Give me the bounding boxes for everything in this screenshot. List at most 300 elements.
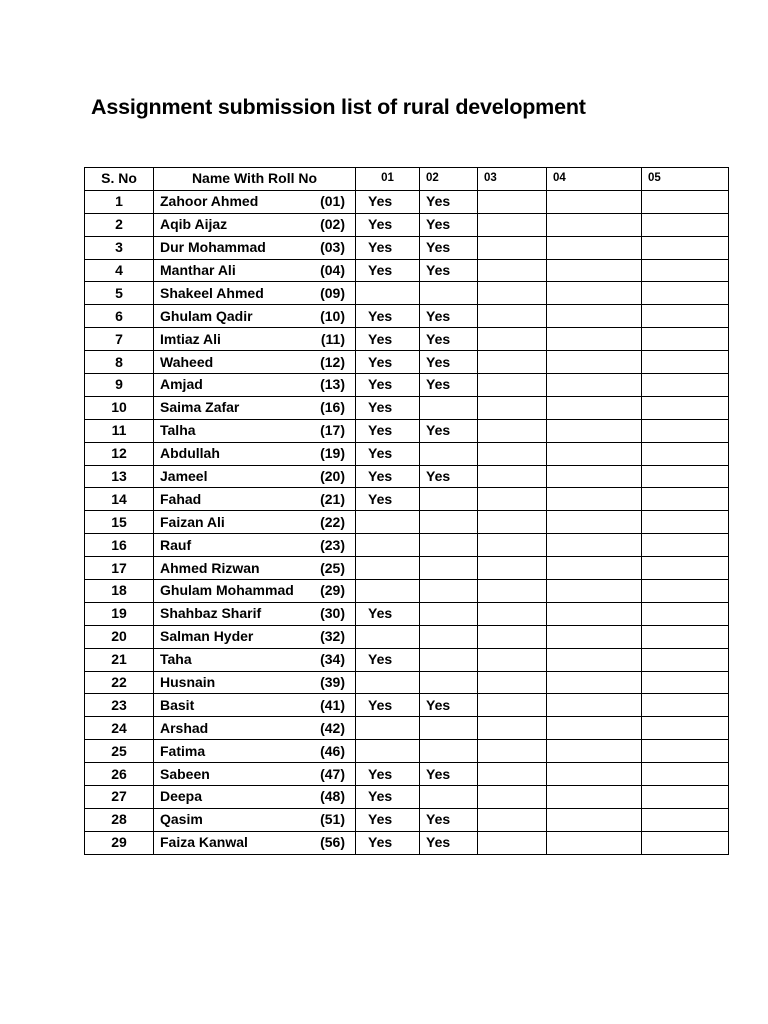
assignment-04-cell (547, 786, 642, 809)
assignment-02-cell: Yes (420, 190, 478, 213)
row-name-cell (154, 305, 356, 328)
assignment-03-cell (478, 831, 547, 854)
assignment-02-cell (420, 442, 478, 465)
assignment-01-cell: Yes (356, 808, 420, 831)
assignment-05-cell (642, 740, 729, 763)
table-row (85, 282, 729, 305)
student-name: Ghulam Mohammad (160, 582, 294, 599)
assignment-03-cell (478, 580, 547, 603)
roll-number: (12) (320, 353, 345, 370)
assignment-05-cell (642, 717, 729, 740)
student-name: Taha (160, 651, 192, 668)
row-sno: 25 (85, 740, 154, 763)
row-name-cell (154, 717, 356, 740)
assignment-02-cell (420, 740, 478, 763)
roll-number: (16) (320, 399, 345, 416)
roll-number: (10) (320, 307, 345, 324)
assignment-02-cell (420, 396, 478, 419)
row-name-cell (154, 442, 356, 465)
table-row (85, 625, 729, 648)
roll-number: (32) (320, 628, 345, 645)
row-name-cell (154, 374, 356, 397)
header-04: 04 (547, 168, 642, 191)
assignment-04-cell (547, 465, 642, 488)
assignment-05-cell (642, 351, 729, 374)
row-sno: 2 (85, 213, 154, 236)
assignment-03-cell (478, 442, 547, 465)
student-name: Imtiaz Ali (160, 330, 221, 347)
row-sno: 27 (85, 786, 154, 809)
student-name: Talha (160, 422, 196, 439)
roll-number: (11) (320, 330, 345, 347)
assignment-01-cell: Yes (356, 442, 420, 465)
assignment-05-cell (642, 808, 729, 831)
assignment-03-cell (478, 488, 547, 511)
assignment-03-cell (478, 465, 547, 488)
row-sno: 20 (85, 625, 154, 648)
row-sno: 29 (85, 831, 154, 854)
student-name: Dur Mohammad (160, 239, 266, 256)
assignment-05-cell (642, 442, 729, 465)
assignment-05-cell (642, 786, 729, 809)
row-sno: 28 (85, 808, 154, 831)
assignment-05-cell (642, 465, 729, 488)
assignment-05-cell (642, 511, 729, 534)
assignment-04-cell (547, 671, 642, 694)
table-row (85, 328, 729, 351)
roll-number: (09) (320, 284, 345, 301)
row-sno: 6 (85, 305, 154, 328)
assignment-04-cell (547, 580, 642, 603)
row-sno: 12 (85, 442, 154, 465)
student-name: Ghulam Qadir (160, 307, 253, 324)
student-name: Rauf (160, 536, 192, 553)
assignment-04-cell (547, 511, 642, 534)
table-row (85, 786, 729, 809)
roll-number: (01) (320, 193, 345, 210)
assignment-04-cell (547, 396, 642, 419)
assignment-05-cell (642, 282, 729, 305)
row-name-cell (154, 282, 356, 305)
row-name-cell (154, 625, 356, 648)
assignment-03-cell (478, 786, 547, 809)
assignment-01-cell: Yes (356, 465, 420, 488)
row-sno: 5 (85, 282, 154, 305)
assignment-04-cell (547, 602, 642, 625)
page-title: Assignment submission list of rural development (91, 95, 586, 119)
assignment-03-cell (478, 374, 547, 397)
assignment-05-cell (642, 763, 729, 786)
table-row (85, 557, 729, 580)
assignment-03-cell (478, 419, 547, 442)
assignment-03-cell (478, 671, 547, 694)
row-name-cell (154, 488, 356, 511)
table-row (85, 694, 729, 717)
assignment-04-cell (547, 717, 642, 740)
assignment-02-cell (420, 282, 478, 305)
assignment-04-cell (547, 259, 642, 282)
table-row (85, 396, 729, 419)
student-name: Deepa (160, 788, 203, 805)
roll-number: (22) (320, 513, 345, 530)
assignment-03-cell (478, 602, 547, 625)
assignment-04-cell (547, 831, 642, 854)
row-sno: 8 (85, 351, 154, 374)
assignment-04-cell (547, 351, 642, 374)
row-sno: 18 (85, 580, 154, 603)
student-name: Qasim (160, 811, 203, 828)
assignment-03-cell (478, 763, 547, 786)
row-name-cell (154, 328, 356, 351)
roll-number: (25) (320, 559, 345, 576)
assignment-01-cell (356, 671, 420, 694)
roll-number: (48) (320, 788, 345, 805)
table-row (85, 259, 729, 282)
row-name-cell (154, 511, 356, 534)
row-name-cell (154, 557, 356, 580)
row-sno: 21 (85, 648, 154, 671)
assignment-05-cell (642, 580, 729, 603)
row-name-cell (154, 580, 356, 603)
assignment-02-cell: Yes (420, 763, 478, 786)
assignment-02-cell: Yes (420, 305, 478, 328)
assignment-03-cell (478, 648, 547, 671)
table-row (85, 213, 729, 236)
assignment-01-cell: Yes (356, 305, 420, 328)
assignment-01-cell (356, 740, 420, 763)
assignment-04-cell (547, 557, 642, 580)
assignment-01-cell: Yes (356, 694, 420, 717)
assignment-02-cell: Yes (420, 328, 478, 351)
student-name: Waheed (160, 353, 214, 370)
roll-number: (51) (320, 811, 345, 828)
table-row (85, 763, 729, 786)
table-header-row (85, 168, 729, 191)
row-name-cell (154, 763, 356, 786)
assignment-04-cell (547, 534, 642, 557)
assignment-04-cell (547, 328, 642, 351)
table-row (85, 465, 729, 488)
assignment-03-cell (478, 511, 547, 534)
assignment-05-cell (642, 694, 729, 717)
header-05: 05 (642, 168, 729, 191)
assignment-05-cell (642, 213, 729, 236)
assignment-04-cell (547, 648, 642, 671)
roll-number: (46) (320, 742, 345, 759)
assignment-01-cell (356, 511, 420, 534)
assignment-01-cell: Yes (356, 763, 420, 786)
row-sno: 17 (85, 557, 154, 580)
assignment-01-cell (356, 717, 420, 740)
row-name-cell (154, 213, 356, 236)
table-row (85, 351, 729, 374)
student-name: Amjad (160, 376, 203, 393)
assignment-05-cell (642, 236, 729, 259)
assignment-04-cell (547, 213, 642, 236)
assignment-05-cell (642, 374, 729, 397)
table-row (85, 602, 729, 625)
assignment-01-cell: Yes (356, 831, 420, 854)
assignment-01-cell (356, 534, 420, 557)
row-sno: 24 (85, 717, 154, 740)
row-sno: 7 (85, 328, 154, 351)
assignment-04-cell (547, 282, 642, 305)
assignment-04-cell (547, 740, 642, 763)
table-row (85, 648, 729, 671)
row-name-cell (154, 694, 356, 717)
table-row (85, 236, 729, 259)
assignment-05-cell (642, 259, 729, 282)
row-sno: 3 (85, 236, 154, 259)
assignment-05-cell (642, 831, 729, 854)
row-name-cell (154, 190, 356, 213)
assignment-04-cell (547, 694, 642, 717)
assignment-02-cell (420, 671, 478, 694)
roll-number: (34) (320, 651, 345, 668)
row-name-cell (154, 831, 356, 854)
row-name-cell (154, 419, 356, 442)
assignment-02-cell (420, 602, 478, 625)
roll-number: (23) (320, 536, 345, 553)
assignment-02-cell: Yes (420, 351, 478, 374)
assignment-02-cell (420, 786, 478, 809)
row-sno: 19 (85, 602, 154, 625)
assignment-05-cell (642, 671, 729, 694)
student-name: Fatima (160, 742, 206, 759)
row-name-cell (154, 351, 356, 374)
student-name: Aqib Aijaz (160, 216, 228, 233)
assignment-02-cell: Yes (420, 694, 478, 717)
assignment-03-cell (478, 557, 547, 580)
table-row (85, 511, 729, 534)
row-name-cell (154, 740, 356, 763)
assignment-01-cell: Yes (356, 374, 420, 397)
assignment-05-cell (642, 557, 729, 580)
table-row (85, 374, 729, 397)
assignment-02-cell: Yes (420, 259, 478, 282)
header-02: 02 (420, 168, 478, 191)
assignment-01-cell: Yes (356, 602, 420, 625)
roll-number: (42) (320, 719, 345, 736)
assignment-01-cell: Yes (356, 419, 420, 442)
header-03: 03 (478, 168, 547, 191)
row-sno: 13 (85, 465, 154, 488)
header-sno: S. No (85, 168, 154, 191)
roll-number: (19) (320, 445, 345, 462)
assignment-04-cell (547, 488, 642, 511)
assignment-03-cell (478, 534, 547, 557)
assignment-04-cell (547, 442, 642, 465)
student-name: Zahoor Ahmed (160, 193, 259, 210)
assignment-05-cell (642, 419, 729, 442)
assignment-05-cell (642, 396, 729, 419)
row-sno: 26 (85, 763, 154, 786)
assignment-02-cell: Yes (420, 465, 478, 488)
table-row (85, 740, 729, 763)
assignment-04-cell (547, 808, 642, 831)
row-name-cell (154, 808, 356, 831)
row-sno: 4 (85, 259, 154, 282)
row-name-cell (154, 396, 356, 419)
table-row (85, 305, 729, 328)
assignment-03-cell (478, 740, 547, 763)
row-sno: 14 (85, 488, 154, 511)
roll-number: (47) (320, 765, 345, 782)
roll-number: (56) (320, 834, 345, 851)
assignment-02-cell (420, 488, 478, 511)
assignment-02-cell: Yes (420, 213, 478, 236)
assignment-02-cell: Yes (420, 236, 478, 259)
assignment-02-cell: Yes (420, 831, 478, 854)
assignment-05-cell (642, 602, 729, 625)
roll-number: (39) (320, 674, 345, 691)
assignment-03-cell (478, 282, 547, 305)
table-row (85, 671, 729, 694)
assignment-01-cell: Yes (356, 786, 420, 809)
student-name: Saima Zafar (160, 399, 240, 416)
assignment-02-cell: Yes (420, 808, 478, 831)
row-sno: 15 (85, 511, 154, 534)
assignment-01-cell: Yes (356, 351, 420, 374)
student-name: Shahbaz Sharif (160, 605, 262, 622)
assignment-02-cell: Yes (420, 419, 478, 442)
assignment-05-cell (642, 534, 729, 557)
assignment-01-cell (356, 580, 420, 603)
roll-number: (03) (320, 239, 345, 256)
table-row (85, 580, 729, 603)
assignment-03-cell (478, 625, 547, 648)
assignment-01-cell (356, 557, 420, 580)
student-name: Faizan Ali (160, 513, 225, 530)
assignment-02-cell (420, 648, 478, 671)
student-name: Basit (160, 696, 195, 713)
roll-number: (41) (320, 696, 345, 713)
assignment-02-cell: Yes (420, 374, 478, 397)
row-sno: 23 (85, 694, 154, 717)
assignment-04-cell (547, 419, 642, 442)
assignment-02-cell (420, 580, 478, 603)
assignment-05-cell (642, 648, 729, 671)
assignment-02-cell (420, 511, 478, 534)
student-name: Manthar Ali (160, 262, 236, 278)
assignment-03-cell (478, 213, 547, 236)
assignment-04-cell (547, 763, 642, 786)
assignment-01-cell: Yes (356, 328, 420, 351)
header-name: Name With Roll No (154, 168, 356, 191)
assignment-04-cell (547, 374, 642, 397)
assignment-02-cell (420, 557, 478, 580)
assignment-05-cell (642, 305, 729, 328)
row-sno: 22 (85, 671, 154, 694)
row-name-cell (154, 259, 356, 282)
assignment-05-cell (642, 190, 729, 213)
row-name-cell (154, 534, 356, 557)
assignment-03-cell (478, 236, 547, 259)
assignment-05-cell (642, 328, 729, 351)
table-row (85, 442, 729, 465)
assignment-01-cell: Yes (356, 259, 420, 282)
row-sno: 10 (85, 396, 154, 419)
student-name: Fahad (160, 490, 202, 507)
assignment-02-cell (420, 717, 478, 740)
roll-number: (29) (320, 582, 345, 599)
assignment-03-cell (478, 328, 547, 351)
assignment-03-cell (478, 259, 547, 282)
assignment-03-cell (478, 190, 547, 213)
submission-table (84, 167, 729, 855)
assignment-03-cell (478, 808, 547, 831)
row-name-cell (154, 648, 356, 671)
table-row (85, 419, 729, 442)
row-name-cell (154, 602, 356, 625)
header-01: 01 (356, 168, 420, 191)
student-name: Faiza Kanwal (160, 834, 248, 851)
row-name-cell (154, 465, 356, 488)
roll-number: (20) (320, 468, 345, 485)
table-row (85, 808, 729, 831)
assignment-04-cell (547, 236, 642, 259)
table-row (85, 831, 729, 854)
assignment-01-cell: Yes (356, 396, 420, 419)
student-name: Jameel (160, 468, 208, 485)
assignment-01-cell: Yes (356, 236, 420, 259)
roll-number: (30) (320, 605, 345, 622)
assignment-05-cell (642, 625, 729, 648)
assignment-04-cell (547, 190, 642, 213)
roll-number: (17) (320, 422, 345, 439)
assignment-03-cell (478, 396, 547, 419)
assignment-02-cell (420, 625, 478, 648)
roll-number: (13) (320, 376, 345, 393)
assignment-01-cell: Yes (356, 190, 420, 213)
row-name-cell (154, 786, 356, 809)
row-name-cell (154, 671, 356, 694)
row-sno: 16 (85, 534, 154, 557)
assignment-01-cell (356, 282, 420, 305)
table-row (85, 534, 729, 557)
table-row (85, 717, 729, 740)
assignment-03-cell (478, 351, 547, 374)
student-name: Ahmed Rizwan (160, 559, 260, 576)
assignment-04-cell (547, 625, 642, 648)
assignment-02-cell (420, 534, 478, 557)
assignment-01-cell (356, 625, 420, 648)
student-name: Husnain (160, 674, 216, 691)
roll-number: (02) (320, 216, 345, 233)
row-name-cell (154, 236, 356, 259)
assignment-01-cell: Yes (356, 488, 420, 511)
student-name: Sabeen (160, 765, 210, 782)
assignment-04-cell (547, 305, 642, 328)
student-name: Shakeel Ahmed (160, 284, 264, 301)
assignment-03-cell (478, 305, 547, 328)
table-row (85, 190, 729, 213)
roll-number: (21) (320, 490, 345, 507)
row-sno: 11 (85, 419, 154, 442)
table-row (85, 488, 729, 511)
student-name: Salman Hyder (160, 628, 254, 645)
row-sno: 9 (85, 374, 154, 397)
assignment-03-cell (478, 694, 547, 717)
student-name: Arshad (160, 719, 209, 736)
roll-number: (04) (320, 262, 345, 278)
assignment-05-cell (642, 488, 729, 511)
assignment-03-cell (478, 717, 547, 740)
assignment-01-cell: Yes (356, 648, 420, 671)
row-sno: 1 (85, 190, 154, 213)
student-name: Abdullah (160, 445, 220, 462)
assignment-01-cell: Yes (356, 213, 420, 236)
